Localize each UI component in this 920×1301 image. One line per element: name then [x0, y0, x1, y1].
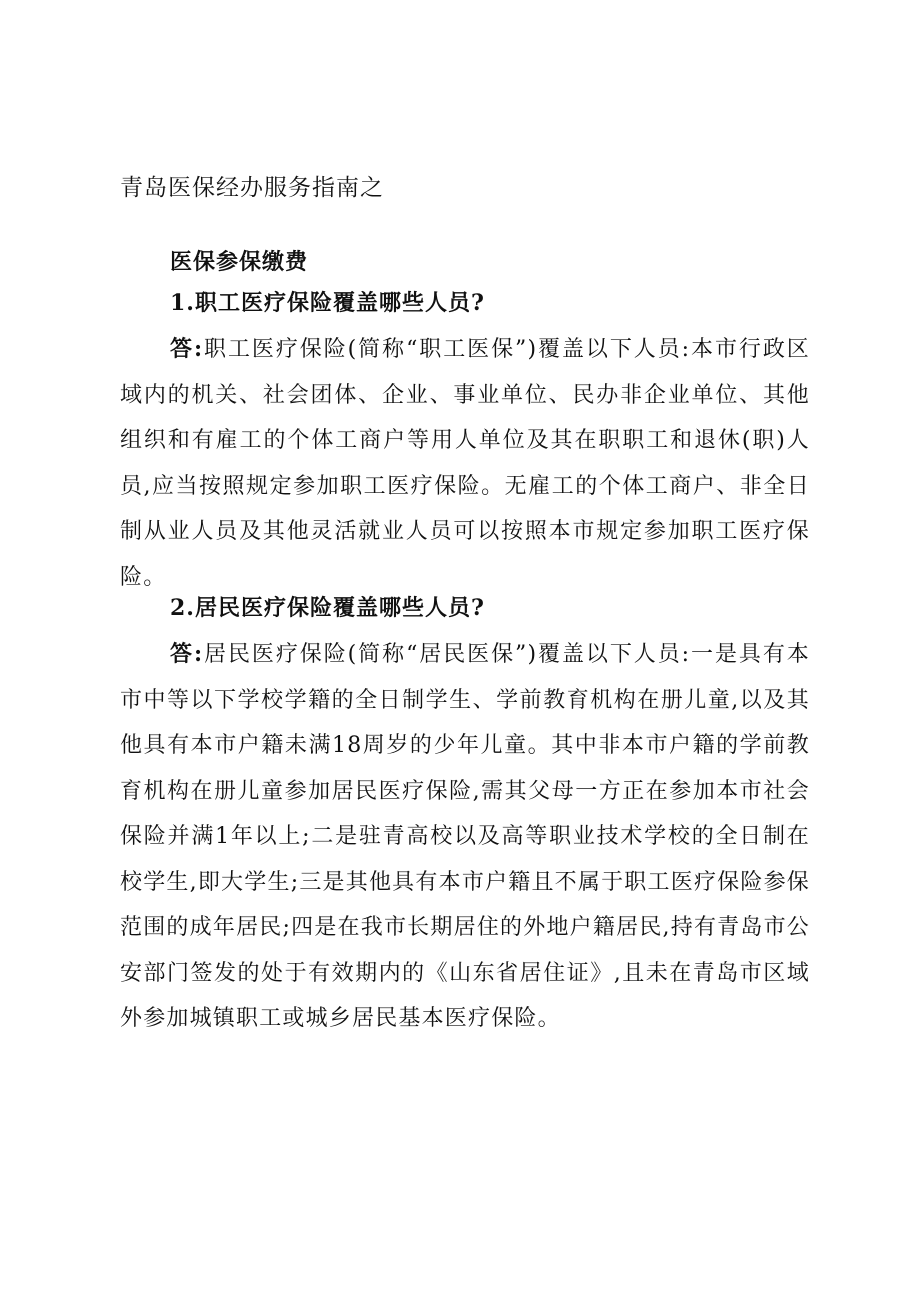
answer-2 — [120, 632, 810, 1042]
answer-1 — [120, 327, 810, 600]
answer-2-label: 答: — [170, 641, 204, 667]
answer-2-text: 居民医疗保险(简称“居民医保”)覆盖以下人员:一是具有本市中等以下学校学籍的全日制学生、学前教育机构在册儿童,以及其他具有本市户籍未满18周岁的少年儿童。其中非本市户籍的学前教育机构在册儿童参加居民医疗保险,需其父母一方正在参加本市社会保险并满1年以上;二是驻青高校以及高等职业技术学校的全日制在校学生,即大学生;三是其他具有本市户籍且不属于职工医疗保险参保范围的成年居民;四是在我市长期居住的外地户籍居民,持有青岛市公安部门签发的处于有效期内的《山东省居住证》,且未在青岛市区域外参加城镇职工或城乡居民基本医疗保险。 — [120, 642, 810, 1031]
question-1: 1.职工医疗保险覆盖哪些人员? — [170, 290, 485, 316]
section-heading: 医保参保缴费 — [170, 249, 309, 275]
answer-1-text: 职工医疗保险(简称“职工医保”)覆盖以下人员:本市行政区域内的机关、社会团体、企业、事业单位、民办非企业单位、其他组织和有雇工的个体工商户等用人单位及其在职职工和退休(职)人员,应当按照规定参加职工医疗保险。无雇工的个体工商户、非全日制从业人员及其他灵活就业人员可以按照本市规定参加职工医疗保险。 — [120, 337, 810, 590]
document-pretitle: 青岛医保经办服务指南之 — [120, 175, 384, 201]
answer-1-label: 答: — [170, 336, 204, 362]
question-2: 2.居民医疗保险覆盖哪些人员? — [170, 595, 485, 621]
